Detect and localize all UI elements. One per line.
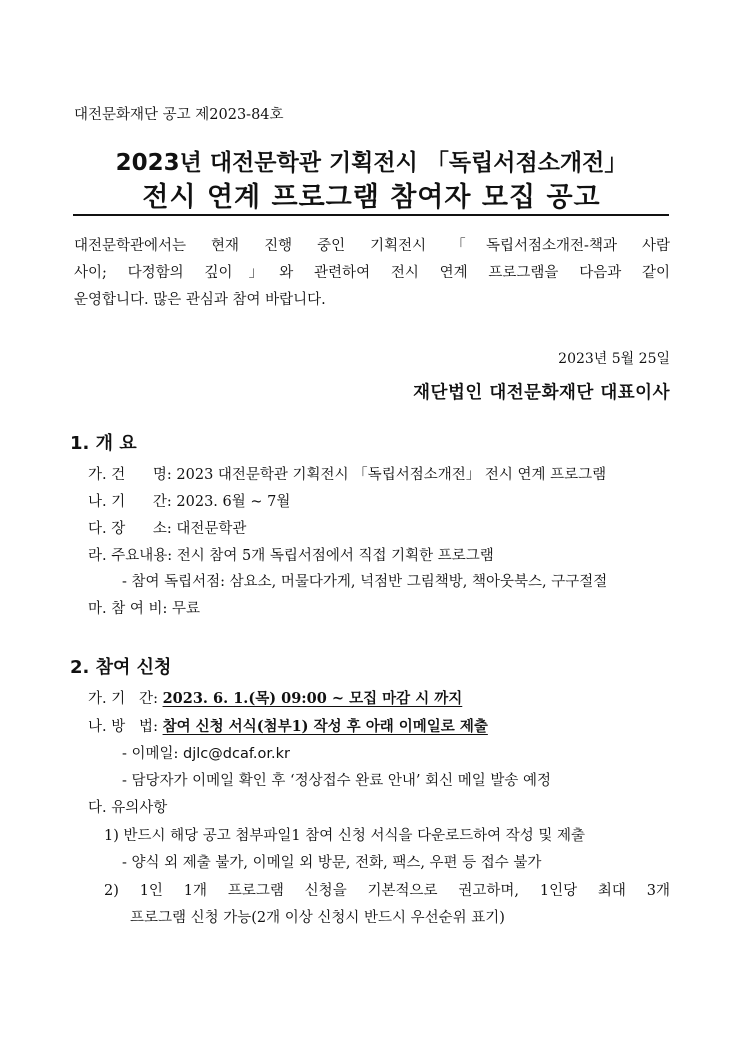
notes-title: 다. 유의사항	[88, 800, 168, 816]
page-title-line2: 전시 연계 프로그램 참여자 모집 공고	[142, 182, 601, 213]
overview-item-content	[88, 544, 494, 565]
section-title-overview: 1. 개 요	[70, 433, 137, 454]
item-label: 나. 방 법:	[88, 719, 158, 735]
participating-stores: - 참여 독립서점: 삼요소, 머물다가게, 넉점반 그림책방, 책아웃북스, 구구절절	[122, 574, 608, 590]
title-divider	[73, 214, 669, 216]
item-label: 나. 기 간:	[88, 494, 172, 510]
overview-item-place	[88, 517, 246, 538]
item-label: 다. 장 소:	[88, 521, 172, 537]
email-link[interactable]: djlc@dcaf.or.kr	[183, 746, 290, 762]
intro-line: 운영합니다. 많은 관심과 참여 바랍니다.	[74, 292, 326, 308]
item-value: 무료	[171, 601, 200, 617]
item-value: 전시 참여 5개 독립서점에서 직접 기획한 프로그램	[176, 548, 494, 564]
confirm-note: - 담당자가 이메일 확인 후 ‘정상접수 완료 안내’ 회신 메일 발송 예정	[122, 773, 551, 789]
notice-number: 대전문화재단 공고 제2023-84호	[74, 107, 284, 123]
email-line	[122, 742, 290, 763]
item-value: 2023. 6월 ~ 7월	[176, 494, 291, 510]
item-value: 2023 대전문학관 기획전시 「독립서점소개전」 전시 연계 프로그램	[176, 467, 607, 483]
intro-line: 사이; 다정함의 깊이」와 관련하여 전시 연계 프로그램을 다음과 같이	[74, 265, 670, 281]
item-label: 라. 주요내용:	[88, 548, 173, 564]
item-value: 대전문학관	[176, 521, 247, 537]
note-item: 2) 1인 1개 프로그램 신청을 기본적으로 권고하며, 1인당 최대 3개	[104, 883, 670, 899]
overview-item-period	[88, 490, 290, 511]
section-title-application: 2. 참여 신청	[70, 657, 172, 678]
note-item: 1) 반드시 해당 공고 첨부파일1 참여 신청 서식을 다운로드하여 작성 및 제출	[104, 828, 586, 844]
issuer-name: 재단법인 대전문화재단 대표이사	[413, 383, 670, 403]
notice-date: 2023년 5월 25일	[558, 351, 670, 367]
overview-item-name	[88, 463, 606, 484]
overview-item-fee	[88, 597, 200, 618]
intro-line: 대전문학관에서는 현재 진행 중인 기획전시 「독립서점소개전-책과 사람	[74, 238, 670, 254]
page-title-line1: 2023년 대전문학관 기획전시 「독립서점소개전」	[115, 150, 628, 176]
item-value: 2023. 6. 1.(목) 09:00 ~ 모집 마감 시 까지	[162, 690, 463, 707]
note-sub-item: - 양식 외 제출 불가, 이메일 외 방문, 전화, 팩스, 우편 등 접수 불가	[122, 855, 542, 871]
application-method	[88, 715, 488, 736]
item-value: 참여 신청 서식(첨부1) 작성 후 아래 이메일로 제출	[162, 718, 488, 735]
item-label: 가. 기 간:	[88, 691, 158, 707]
note-item-continued: 프로그램 신청 가능(2개 이상 신청시 반드시 우선순위 표기)	[130, 910, 505, 926]
email-label: - 이메일:	[122, 746, 179, 762]
application-period	[88, 687, 462, 708]
item-label: 마. 참 여 비:	[88, 601, 168, 617]
item-label: 가. 건 명:	[88, 467, 172, 483]
